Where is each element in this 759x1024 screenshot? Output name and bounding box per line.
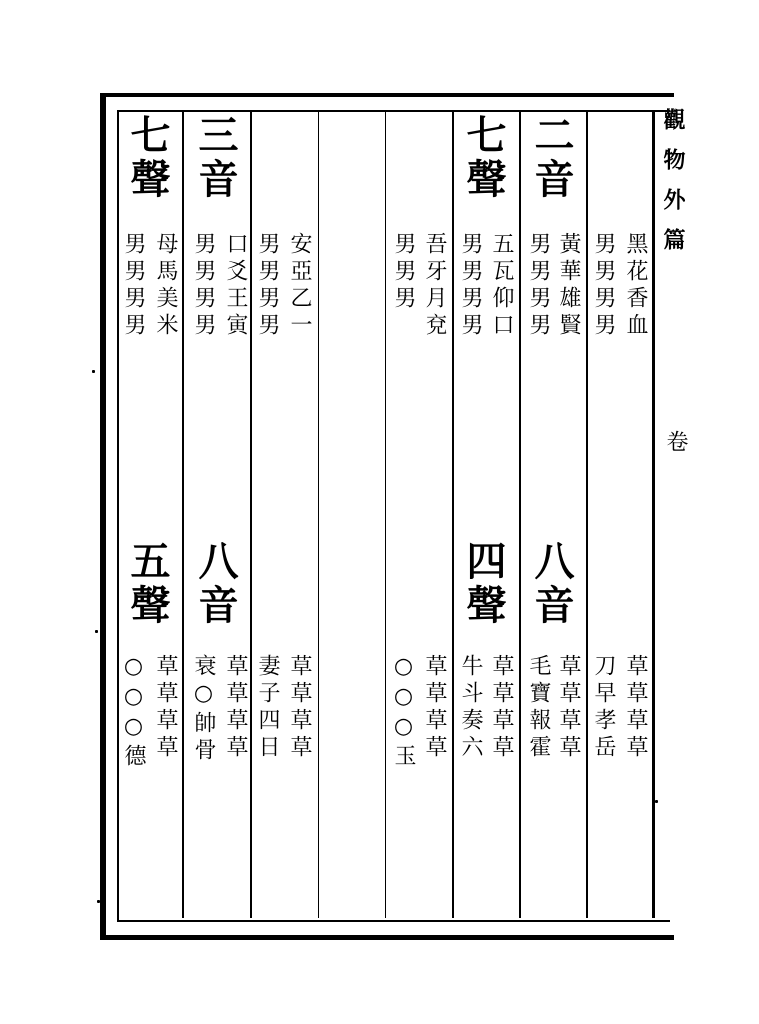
header-tone: 七聲 [460,114,507,202]
margin-volume: 卷 [663,430,688,452]
text-column-mid: 男男男男 [121,232,146,340]
text-column-bottom: 牛斗奏六 [458,654,483,762]
header-tone: 八音 [528,540,575,628]
text-column-top: 吾牙月兗 [422,232,447,340]
margin-title: 觀物外篇 [660,108,686,268]
text-column-mid: 男男男男 [255,232,280,340]
text-column-bottom: 草草草草 [287,654,312,762]
column-rule [519,112,521,918]
header-tone: 八音 [192,540,239,628]
header-tone: 二音 [528,114,575,202]
column-rule [586,112,588,918]
text-column-bottom: 草草草草 [489,654,514,762]
text-column-mid: 男男男男 [191,232,216,340]
column-rule [250,112,252,918]
text-column-mid: 男男男 [391,232,416,313]
header-tone: 四聲 [460,540,507,628]
text-column-bottom: 草草草草 [556,654,581,762]
fold-rule [652,112,655,918]
text-column-bottom: ○○○玉 [391,654,416,771]
header-tone: 五聲 [124,540,171,628]
text-column-bottom: ○○○德 [121,654,146,771]
text-column-top: 母馬美米 [153,232,178,340]
text-column-bottom: 刀早孝岳 [591,654,616,762]
column-rule [318,112,319,918]
text-column-top: 黃華雄賢 [556,232,581,340]
text-column-mid: 男男男男 [591,232,616,340]
text-column-mid: 男男男男 [526,232,551,340]
text-column-top: 安亞乙一 [287,232,312,340]
header-tone: 七聲 [124,114,171,202]
scan-speck [95,630,98,633]
text-column-bottom: 草草草草 [623,654,648,762]
text-column-mid: 男男男男 [458,232,483,340]
text-column-bottom: 毛寶報霍 [526,654,551,762]
text-column-bottom: 衰○帥骨 [191,654,216,765]
header-tone: 三音 [192,114,239,202]
column-rule [385,112,386,918]
text-column-bottom: 草草草草 [422,654,447,762]
text-column-top: 五瓦仰口 [489,232,514,340]
text-column-top: 黑花香血 [623,232,648,340]
text-column-bottom: 草草草草 [153,654,178,762]
column-rule [182,112,184,918]
text-column-bottom: 妻子四日 [255,654,280,762]
text-column-top: 口爻王寅 [223,232,248,340]
scan-speck [92,370,95,373]
text-column-bottom: 草草草草 [223,654,248,762]
scan-speck [655,800,658,803]
scan-speck [97,900,100,903]
column-rule [452,112,454,918]
